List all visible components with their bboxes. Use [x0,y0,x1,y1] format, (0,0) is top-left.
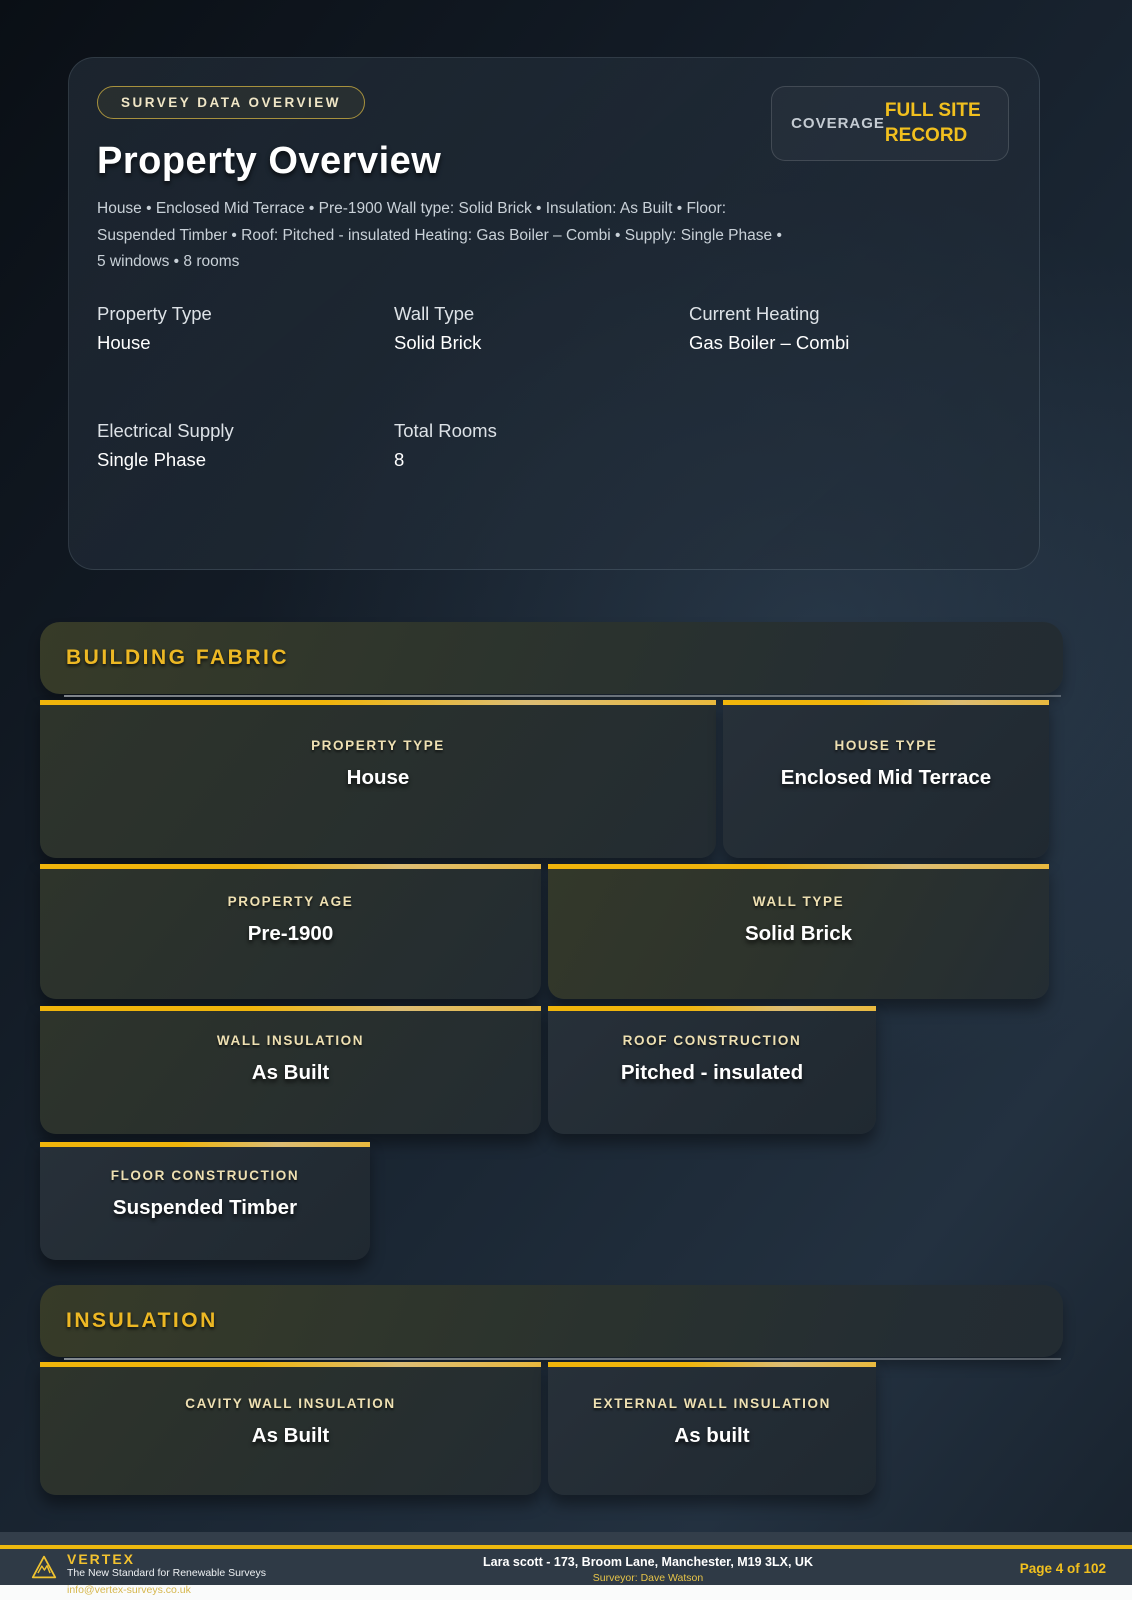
card-property-type [40,700,716,858]
card-value: Solid Brick [744,921,853,945]
footer-bar [0,1549,1132,1597]
survey-data-overview-badge: SURVEY DATA OVERVIEW [97,86,365,119]
card-value: As built [674,1423,750,1447]
coverage-box [771,86,1009,161]
building-fabric-row-3 [40,1006,876,1134]
card-external-wall-insulation [548,1362,876,1495]
card-value: As Built [251,1061,330,1084]
card-label: EXTERNAL WALL INSULATION [593,1395,831,1411]
footer-brand-block [30,1551,360,1598]
card-value: Pre-1900 [247,921,334,945]
card-value: House [346,766,410,789]
card-house-type [723,700,1049,858]
property-overview-card [68,57,1040,570]
card-wall-type [548,864,1049,999]
insulation-section-header [40,1285,1063,1357]
detail-label: Total Rooms [394,419,497,441]
footer-brand-text [67,1551,266,1598]
card-label: ROOF CONSTRUCTION [622,1033,802,1048]
coverage-value: FULL SITE RECORD [884,99,981,146]
detail-label: Current Heating [689,302,820,324]
footer-client-block [360,1551,936,1584]
building-fabric-row-4 [40,1142,370,1260]
card-label: PROPERTY AGE [227,893,354,909]
section-divider [64,695,1061,697]
insulation-section-title: INSULATION [66,1309,218,1332]
page-footer [0,1532,1132,1597]
detail-value: Solid Brick [394,331,482,353]
vertex-logo-icon [30,1554,58,1598]
detail-value: 8 [394,448,405,470]
card-property-age [40,864,541,999]
brand-tagline: The New Standard for Renewable Surveys [67,1567,267,1580]
detail-total-rooms [394,420,689,471]
detail-value: House [97,331,151,353]
building-fabric-row-1 [40,700,1049,858]
surveyor-name: Surveyor: Dave Watson [592,1572,704,1584]
card-value: Suspended Timber [112,1196,298,1219]
card-floor-construction [40,1142,370,1260]
card-label: PROPERTY TYPE [311,738,445,753]
card-value: Pitched - insulated [620,1061,804,1084]
property-details-grid [97,303,1009,471]
detail-electrical-supply [97,420,394,471]
page-number: Page 4 of 102 [1019,1561,1106,1576]
page-title: Property Overview [97,140,442,182]
card-roof-construction [548,1006,876,1134]
insulation-row-1 [40,1362,876,1495]
card-label: HOUSE TYPE [834,738,938,753]
card-cavity-wall-insulation [40,1362,541,1495]
detail-wall-type [394,303,689,354]
building-fabric-row-2 [40,864,1049,999]
section-divider [64,1358,1061,1360]
building-fabric-section-header [40,622,1063,694]
detail-current-heating [689,303,1009,354]
coverage-label: COVERAGE [791,115,885,132]
footer-page-block [936,1551,1106,1578]
footer-spacer-band [0,1532,1132,1545]
contact-email-link[interactable]: info@vertex-surveys.co.uk [67,1584,191,1597]
card-label: WALL TYPE [752,893,845,909]
detail-label: Property Type [97,302,212,324]
card-wall-insulation [40,1006,541,1134]
card-label: CAVITY WALL INSULATION [185,1395,396,1411]
detail-label: Wall Type [394,302,475,324]
building-fabric-section-title: BUILDING FABRIC [66,646,289,669]
detail-value: Single Phase [97,448,207,470]
detail-value: Gas Boiler – Combi [689,331,850,353]
property-summary: House • Enclosed Mid Terrace • Pre-1900 Wall type: Solid Brick • Insulation: As Built • Floor: Suspended Timber • Roof: Pitched - insulated Heating: Gas Boiler – Combi • Supply: Single Phase • 5 windows • 8 rooms [97,200,782,271]
card-value: Enclosed Mid Terrace [780,766,992,789]
detail-property-type [97,303,394,354]
card-label: FLOOR CONSTRUCTION [110,1168,300,1183]
detail-label: Electrical Supply [97,419,234,441]
brand-name: VERTEX [67,1551,136,1567]
card-label: WALL INSULATION [216,1033,365,1048]
client-address: Lara scott - 173, Broom Lane, Manchester, M19 3LX, UK [483,1555,813,1569]
card-value: As Built [251,1423,330,1447]
